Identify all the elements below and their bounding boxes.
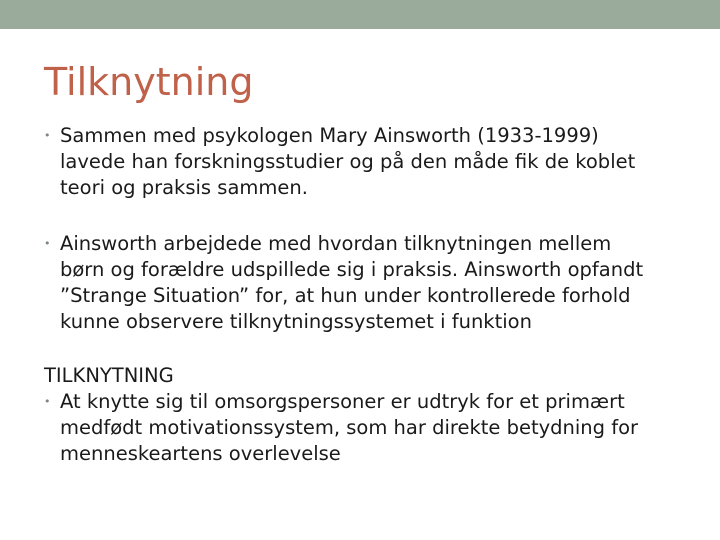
bullet-text-line: kunne observere tilknytningssystemet i funktion: [60, 310, 532, 333]
bullet-text-line: menneskeartens overlevelse: [60, 442, 341, 465]
bullet-text-line: medfødt motivationssystem, som har direkte betydning for: [60, 416, 639, 439]
bullet-text-line: børn og forældre udspillede sig i praksis. Ainsworth opfandt: [60, 258, 644, 281]
bullet-text-line: ”Strange Situation” for, at hun under kontrollerede forhold: [60, 284, 631, 307]
slide-top-bar: [0, 0, 720, 29]
bullet-text-line: lavede han forskningsstudier og på den måde fik de koblet: [60, 150, 636, 173]
slide-title: Tilknytning: [44, 60, 254, 104]
bullet-icon: •: [44, 237, 51, 250]
bullet-item-3: [44, 389, 694, 467]
bullet-text-line: teori og praksis sammen.: [60, 176, 308, 199]
section-subheading: TILKNYTNING: [44, 364, 174, 387]
bullet-text-line: At knytte sig til omsorgspersoner er udtryk for et primært: [60, 390, 625, 413]
bullet-text-line: Sammen med psykologen Mary Ainsworth (1933-1999): [60, 124, 599, 147]
bullet-icon: •: [44, 129, 51, 142]
bullet-text-line: Ainsworth arbejdede med hvordan tilknytningen mellem: [60, 232, 612, 255]
bullet-item-2: [44, 231, 694, 335]
slide-body: [44, 123, 694, 467]
bullet-item-1: [44, 123, 694, 201]
bullet-icon: •: [44, 395, 51, 408]
